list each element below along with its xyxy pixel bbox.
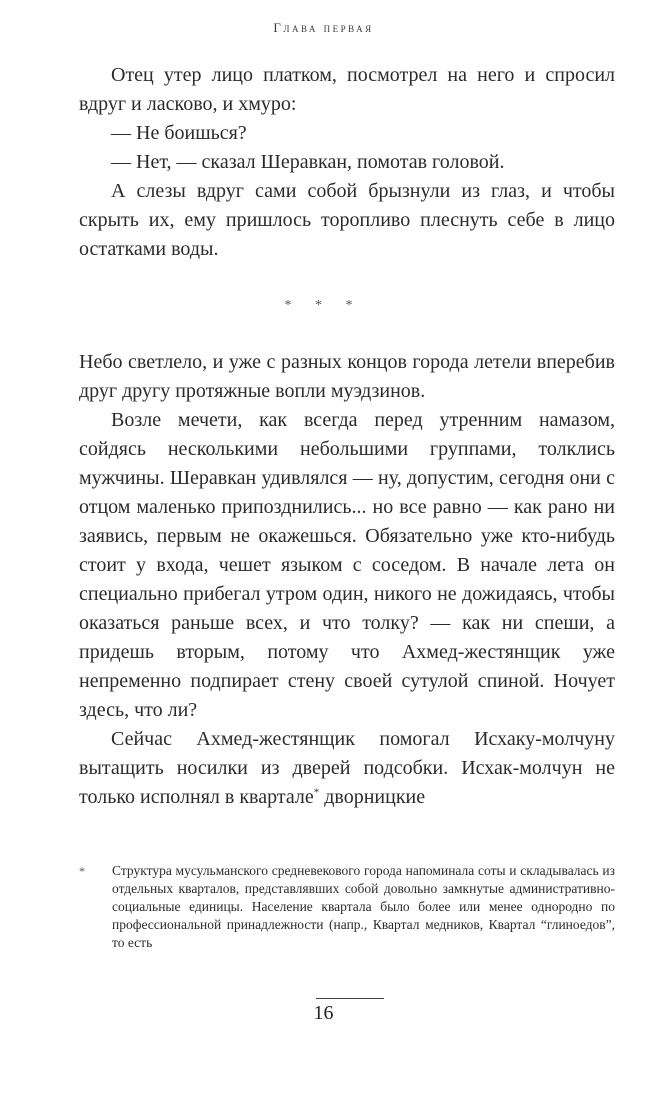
footnote-reference[interactable]: *	[313, 786, 320, 799]
dialogue-line: — Не боишься?	[111, 122, 247, 144]
page-number-rule	[316, 998, 384, 999]
text-section-1	[79, 61, 615, 264]
paragraph: А слезы вдруг сами собой брызнули из глаз, и чтобы скрыть их, ему пришлось торопливо плеснуть себе в лицо остатками воды.	[79, 180, 615, 260]
paragraph-text: Сейчас Ахмед-жестянщик помогал Исхаку-молчуну вытащить носилки из дверей подсобки. Исхак-молчун не только исполнял в квартале	[79, 728, 615, 808]
footnote-mark: *	[79, 864, 85, 878]
paragraph: Возле мечети, как всегда перед утренним намазом, сойдясь несколькими небольшими группами, толклись мужчины. Шеравкан удивлялся — ну, допустим, сегодня они с отцом маленько припозднились... но все равно — как рано ни заявись, первым не окажешься. Обязательно уже кто-нибудь стоит у входа, чешет языком с соседом. В начале лета он специально прибегал утром один, никого не дожидаясь, чтобы оказаться раньше всех, и что толку? — как ни спеши, а придешь вторым, потому что Ахмед-жестянщик уже непременно подпирает стену своей сутулой спиной. Ночует здесь, что ли?	[79, 409, 615, 721]
running-head: Глава первая	[273, 20, 374, 35]
footnote	[79, 862, 615, 952]
paragraph	[79, 725, 615, 812]
paragraph: Небо светлело, и уже с разных концов города летели вперебив друг другу протяжные вопли муэдзинов.	[79, 351, 615, 402]
paragraph: Отец утер лицо платком, посмотрел на него и спросил вдруг и ласково, и хмуро:	[79, 64, 615, 115]
paragraph-text: дворницкие	[319, 786, 426, 808]
text-section-2	[79, 348, 615, 812]
footnote-text: Структура мусульманского средневекового города напоминала соты и складывалась из отдельных кварталов, представлявших собой довольно замкнутые административно-социальные единицы. Население квартала было более или менее однородно по профессиональной принадлежности (напр., Квартал медников, Квартал “глиноедов”, то есть	[112, 863, 615, 950]
page-number: 16	[313, 1002, 334, 1024]
section-separator: * * *	[284, 298, 363, 313]
dialogue-line: — Нет, — сказал Шеравкан, помотав головой.	[111, 151, 505, 173]
